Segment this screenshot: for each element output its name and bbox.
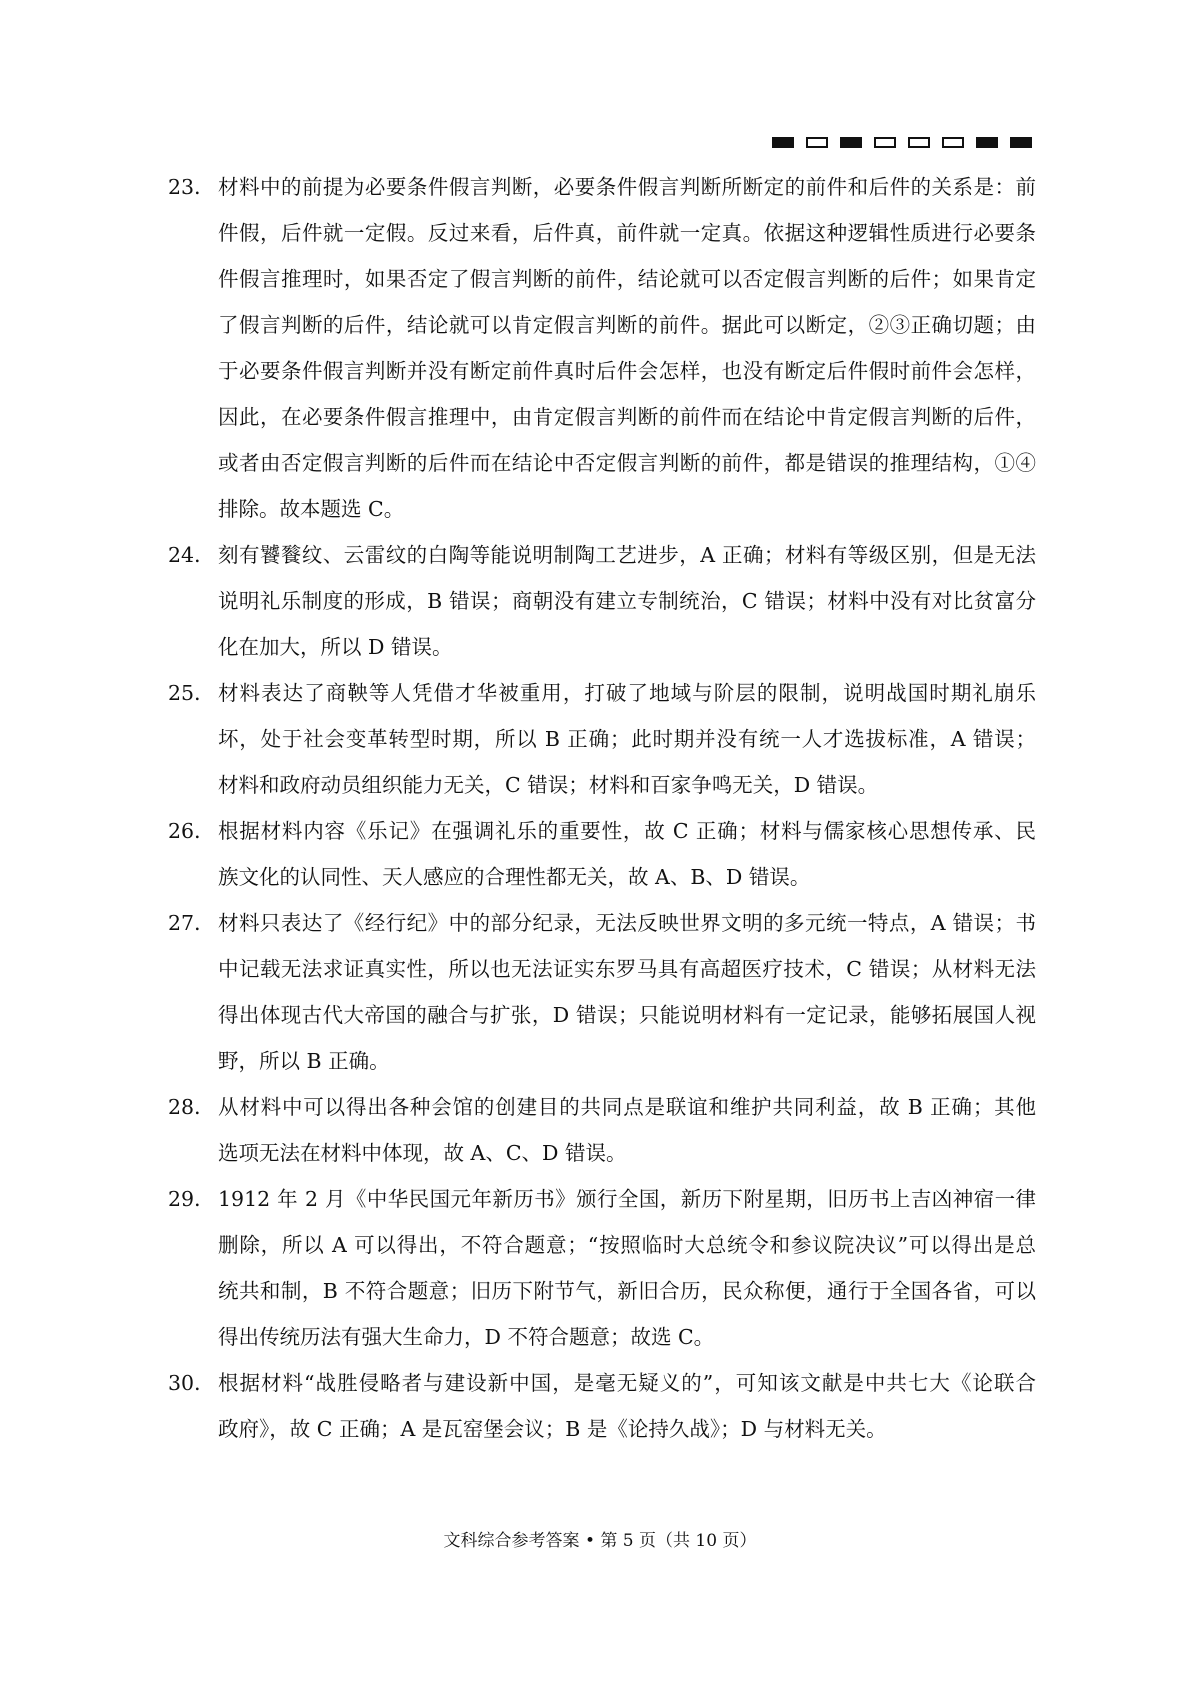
answer-line: 野，所以 B 正确。 xyxy=(218,1049,390,1073)
answer-text xyxy=(218,1176,1036,1360)
answer-line: 选项无法在材料中体现，故 A、C、D 错误。 xyxy=(218,1141,627,1165)
answer-line: 统共和制，B 不符合题意；旧历下附节气，新旧合历，民众称便，通行于全国各省，可以 xyxy=(218,1279,1036,1303)
answer-item xyxy=(168,900,1036,1084)
answer-line: 化在加大，所以 D 错误。 xyxy=(218,635,453,659)
answer-item xyxy=(168,1176,1036,1360)
answer-number: 24． xyxy=(168,543,215,567)
answer-line: 说明礼乐制度的形成，B 错误；商朝没有建立专制统治，C 错误；材料中没有对比贫富分 xyxy=(218,589,1036,613)
header-mark xyxy=(1010,137,1032,148)
header-mark xyxy=(942,137,964,148)
answer-line: 材料和政府动员组织能力无关，C 错误；材料和百家争鸣无关，D 错误。 xyxy=(218,773,879,797)
answer-number: 27． xyxy=(168,911,215,935)
answer-number: 29． xyxy=(168,1187,215,1211)
answer-line: 材料表达了商鞅等人凭借才华被重用，打破了地域与阶层的限制，说明战国时期礼崩乐 xyxy=(218,681,1036,705)
answer-line: 从材料中可以得出各种会馆的创建目的共同点是联谊和维护共同利益，故 B 正确；其他 xyxy=(218,1095,1036,1119)
answer-line: 件假，后件就一定假。反过来看，后件真，前件就一定真。依据这种逻辑性质进行必要条 xyxy=(218,221,1036,245)
answer-number: 23． xyxy=(168,175,215,199)
answer-line: 族文化的认同性、天人感应的合理性都无关，故 A、B、D 错误。 xyxy=(218,865,811,889)
answer-line: 因此，在必要条件假言推理中，由肯定假言判断的前件而在结论中肯定假言判断的后件， xyxy=(218,405,1036,429)
header-mark xyxy=(772,137,794,148)
answer-line: 坏，处于社会变革转型时期，所以 B 正确；此时期并没有统一人才选拔标准，A 错误； xyxy=(218,727,1036,751)
answer-line: 刻有饕餮纹、云雷纹的白陶等能说明制陶工艺进步，A 正确；材料有等级区别，但是无法 xyxy=(218,543,1036,567)
answer-line: 根据材料内容《乐记》在强调礼乐的重要性，故 C 正确；材料与儒家核心思想传承、民 xyxy=(218,819,1036,843)
header-mark xyxy=(908,137,930,148)
answer-text xyxy=(218,164,1036,532)
answer-line: 材料只表达了《经行纪》中的部分纪录，无法反映世界文明的多元统一特点，A 错误；书 xyxy=(218,911,1036,935)
answer-line: 1912 年 2 月《中华民国元年新历书》颁行全国，新历下附星期，旧历书上吉凶神宿一律 xyxy=(218,1187,1036,1211)
answer-item xyxy=(168,532,1036,670)
answer-line: 材料中的前提为必要条件假言判断，必要条件假言判断所断定的前件和后件的关系是：前 xyxy=(218,175,1036,199)
answer-text xyxy=(218,808,1036,900)
answer-item xyxy=(168,164,1036,532)
answer-number: 25． xyxy=(168,681,215,705)
answer-item xyxy=(168,670,1036,808)
header-mark xyxy=(840,137,862,148)
answer-text xyxy=(218,532,1036,670)
answer-number: 26． xyxy=(168,819,215,843)
answer-line: 得出体现古代大帝国的融合与扩张，D 错误；只能说明材料有一定记录，能够拓展国人视 xyxy=(218,1003,1036,1027)
header-mark xyxy=(806,137,828,148)
answer-number: 28． xyxy=(168,1095,215,1119)
header-mark xyxy=(874,137,896,148)
answer-text xyxy=(218,1360,1036,1452)
answer-text xyxy=(218,1084,1036,1176)
answer-line: 件假言推理时，如果否定了假言判断的前件，结论就可以否定假言判断的后件；如果肯定 xyxy=(218,267,1036,291)
answer-line: 政府》，故 C 正确；A 是瓦窑堡会议；B 是《论持久战》；D 与材料无关。 xyxy=(218,1417,887,1441)
answer-text xyxy=(218,900,1036,1084)
answer-line: 中记载无法求证真实性，所以也无法证实东罗马具有高超医疗技术，C 错误；从材料无法 xyxy=(218,957,1036,981)
answer-item xyxy=(168,1360,1036,1452)
answer-item xyxy=(168,1084,1036,1176)
answer-line: 删除，所以 A 可以得出，不符合题意；“按照临时大总统令和参议院决议”可以得出是总 xyxy=(218,1233,1036,1257)
header-marks xyxy=(772,137,1032,148)
header-mark xyxy=(976,137,998,148)
answer-line: 排除。故本题选 C。 xyxy=(218,497,405,521)
answer-number: 30． xyxy=(168,1371,215,1395)
answer-item xyxy=(168,808,1036,900)
answer-text xyxy=(218,670,1036,808)
answer-line: 于必要条件假言判断并没有断定前件真时后件会怎样，也没有断定后件假时前件会怎样， xyxy=(218,359,1036,383)
page-footer: 文科综合参考答案 • 第 5 页（共 10 页） xyxy=(443,1531,757,1551)
answer-line: 了假言判断的后件，结论就可以肯定假言判断的前件。据此可以断定，②③正确切题；由 xyxy=(218,313,1036,337)
answer-line: 根据材料“战胜侵略者与建设新中国，是毫无疑义的”，可知该文献是中共七大《论联合 xyxy=(218,1371,1036,1395)
answer-line: 得出传统历法有强大生命力，D 不符合题意；故选 C。 xyxy=(218,1325,715,1349)
answer-list xyxy=(168,164,1036,1452)
answer-line: 或者由否定假言判断的后件而在结论中否定假言判断的前件，都是错误的推理结构，①④ xyxy=(218,451,1036,475)
